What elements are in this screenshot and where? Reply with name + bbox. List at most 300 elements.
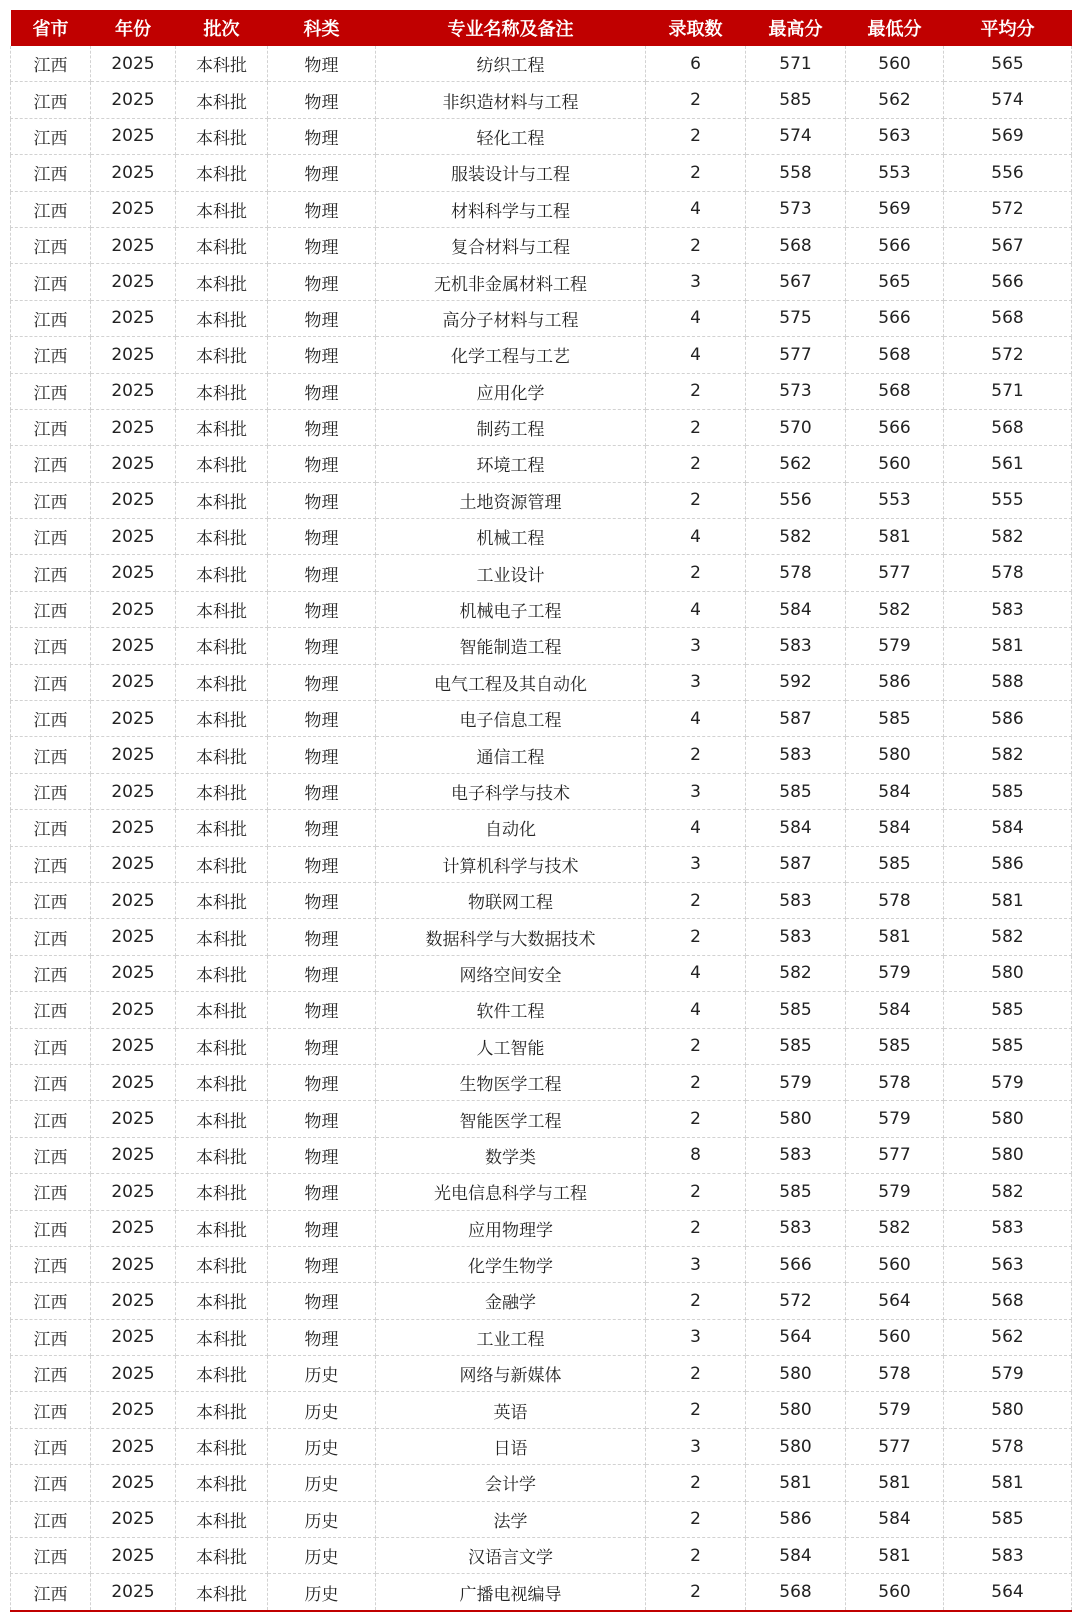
cell-admitted-count: 4 — [646, 810, 746, 846]
cell-batch: 本科批 — [176, 992, 268, 1028]
cell-avg-score: 578 — [944, 555, 1072, 591]
cell-batch: 本科批 — [176, 227, 268, 263]
cell-max-score: 580 — [746, 1101, 846, 1137]
cell-year: 2025 — [91, 227, 176, 263]
cell-subject-category: 物理 — [268, 227, 376, 263]
cell-batch: 本科批 — [176, 1174, 268, 1210]
cell-admitted-count: 2 — [646, 1574, 746, 1611]
cell-major-name: 轻化工程 — [376, 118, 646, 154]
cell-avg-score: 572 — [944, 337, 1072, 373]
cell-min-score: 568 — [846, 373, 944, 409]
cell-min-score: 577 — [846, 1137, 944, 1173]
cell-major-name: 机械电子工程 — [376, 591, 646, 627]
cell-min-score: 584 — [846, 1501, 944, 1537]
cell-subject-category: 物理 — [268, 591, 376, 627]
cell-max-score: 577 — [746, 337, 846, 373]
cell-batch: 本科批 — [176, 82, 268, 118]
cell-subject-category: 历史 — [268, 1356, 376, 1392]
cell-admitted-count: 3 — [646, 1246, 746, 1282]
cell-min-score: 585 — [846, 701, 944, 737]
cell-avg-score: 564 — [944, 1574, 1072, 1611]
cell-province: 江西 — [11, 882, 91, 918]
cell-min-score: 569 — [846, 191, 944, 227]
cell-max-score: 583 — [746, 1137, 846, 1173]
cell-subject-category: 物理 — [268, 191, 376, 227]
cell-year: 2025 — [91, 1319, 176, 1355]
cell-province: 江西 — [11, 1538, 91, 1574]
cell-year: 2025 — [91, 919, 176, 955]
cell-admitted-count: 2 — [646, 1501, 746, 1537]
cell-year: 2025 — [91, 1028, 176, 1064]
cell-year: 2025 — [91, 737, 176, 773]
cell-admitted-count: 2 — [646, 446, 746, 482]
cell-max-score: 556 — [746, 482, 846, 518]
cell-max-score: 568 — [746, 1574, 846, 1611]
cell-batch: 本科批 — [176, 664, 268, 700]
cell-province: 江西 — [11, 446, 91, 482]
cell-avg-score: 582 — [944, 737, 1072, 773]
cell-avg-score: 580 — [944, 1101, 1072, 1137]
cell-admitted-count: 2 — [646, 227, 746, 263]
cell-max-score: 585 — [746, 1174, 846, 1210]
table-row — [11, 591, 1072, 627]
cell-subject-category: 物理 — [268, 155, 376, 191]
cell-province: 江西 — [11, 701, 91, 737]
cell-avg-score: 585 — [944, 992, 1072, 1028]
cell-min-score: 584 — [846, 810, 944, 846]
cell-max-score: 573 — [746, 373, 846, 409]
cell-batch: 本科批 — [176, 155, 268, 191]
cell-avg-score: 574 — [944, 82, 1072, 118]
cell-max-score: 587 — [746, 846, 846, 882]
cell-province: 江西 — [11, 1392, 91, 1428]
table-row — [11, 155, 1072, 191]
cell-admitted-count: 3 — [646, 264, 746, 300]
cell-batch: 本科批 — [176, 628, 268, 664]
cell-subject-category: 物理 — [268, 46, 376, 82]
cell-subject-category: 物理 — [268, 1283, 376, 1319]
table-row — [11, 919, 1072, 955]
cell-subject-category: 物理 — [268, 1319, 376, 1355]
cell-year: 2025 — [91, 846, 176, 882]
cell-batch: 本科批 — [176, 919, 268, 955]
cell-min-score: 581 — [846, 519, 944, 555]
cell-year: 2025 — [91, 1574, 176, 1611]
cell-min-score: 582 — [846, 1210, 944, 1246]
header-max-score: 最高分 — [746, 10, 846, 46]
cell-batch: 本科批 — [176, 1574, 268, 1611]
cell-batch: 本科批 — [176, 1028, 268, 1064]
cell-admitted-count: 3 — [646, 1319, 746, 1355]
cell-province: 江西 — [11, 1574, 91, 1611]
cell-avg-score: 568 — [944, 300, 1072, 336]
cell-batch: 本科批 — [176, 1064, 268, 1100]
cell-province: 江西 — [11, 810, 91, 846]
cell-major-name: 生物医学工程 — [376, 1064, 646, 1100]
cell-major-name: 自动化 — [376, 810, 646, 846]
cell-major-name: 会计学 — [376, 1465, 646, 1501]
table-row — [11, 628, 1072, 664]
table-row — [11, 1428, 1072, 1464]
table-row — [11, 300, 1072, 336]
cell-admitted-count: 2 — [646, 82, 746, 118]
table-row — [11, 1501, 1072, 1537]
cell-major-name: 网络空间安全 — [376, 955, 646, 991]
cell-province: 江西 — [11, 1174, 91, 1210]
cell-year: 2025 — [91, 482, 176, 518]
cell-subject-category: 历史 — [268, 1574, 376, 1611]
table-row — [11, 1283, 1072, 1319]
cell-avg-score: 578 — [944, 1428, 1072, 1464]
cell-year: 2025 — [91, 1538, 176, 1574]
cell-province: 江西 — [11, 155, 91, 191]
cell-major-name: 金融学 — [376, 1283, 646, 1319]
header-avg-score: 平均分 — [944, 10, 1072, 46]
cell-major-name: 网络与新媒体 — [376, 1356, 646, 1392]
cell-admitted-count: 4 — [646, 955, 746, 991]
table-row — [11, 1210, 1072, 1246]
cell-batch: 本科批 — [176, 46, 268, 82]
cell-avg-score: 555 — [944, 482, 1072, 518]
cell-batch: 本科批 — [176, 482, 268, 518]
cell-avg-score: 584 — [944, 810, 1072, 846]
cell-avg-score: 585 — [944, 1028, 1072, 1064]
cell-year: 2025 — [91, 992, 176, 1028]
cell-max-score: 582 — [746, 955, 846, 991]
table-row — [11, 482, 1072, 518]
table-row — [11, 1574, 1072, 1611]
cell-subject-category: 物理 — [268, 1210, 376, 1246]
cell-subject-category: 物理 — [268, 628, 376, 664]
cell-max-score: 583 — [746, 628, 846, 664]
cell-subject-category: 物理 — [268, 810, 376, 846]
cell-year: 2025 — [91, 337, 176, 373]
cell-batch: 本科批 — [176, 264, 268, 300]
header-year: 年份 — [91, 10, 176, 46]
cell-major-name: 日语 — [376, 1428, 646, 1464]
table-row — [11, 1319, 1072, 1355]
cell-max-score: 573 — [746, 191, 846, 227]
cell-year: 2025 — [91, 373, 176, 409]
cell-max-score: 583 — [746, 737, 846, 773]
cell-min-score: 562 — [846, 82, 944, 118]
table-row — [11, 409, 1072, 445]
cell-batch: 本科批 — [176, 118, 268, 154]
cell-avg-score: 566 — [944, 264, 1072, 300]
cell-year: 2025 — [91, 1137, 176, 1173]
cell-min-score: 553 — [846, 155, 944, 191]
cell-admitted-count: 2 — [646, 409, 746, 445]
cell-major-name: 服装设计与工程 — [376, 155, 646, 191]
table-row — [11, 337, 1072, 373]
cell-max-score: 587 — [746, 701, 846, 737]
cell-admitted-count: 2 — [646, 1538, 746, 1574]
cell-year: 2025 — [91, 1174, 176, 1210]
cell-major-name: 汉语言文学 — [376, 1538, 646, 1574]
cell-subject-category: 历史 — [268, 1465, 376, 1501]
cell-admitted-count: 3 — [646, 628, 746, 664]
cell-subject-category: 物理 — [268, 337, 376, 373]
cell-min-score: 564 — [846, 1283, 944, 1319]
table-row — [11, 1064, 1072, 1100]
cell-subject-category: 物理 — [268, 882, 376, 918]
table-row — [11, 1174, 1072, 1210]
cell-admitted-count: 4 — [646, 191, 746, 227]
cell-province: 江西 — [11, 737, 91, 773]
table-row — [11, 1101, 1072, 1137]
table-row — [11, 446, 1072, 482]
cell-max-score: 575 — [746, 300, 846, 336]
cell-year: 2025 — [91, 555, 176, 591]
cell-subject-category: 物理 — [268, 409, 376, 445]
cell-min-score: 577 — [846, 1428, 944, 1464]
cell-admitted-count: 2 — [646, 1064, 746, 1100]
cell-subject-category: 物理 — [268, 82, 376, 118]
cell-batch: 本科批 — [176, 701, 268, 737]
cell-min-score: 566 — [846, 409, 944, 445]
cell-batch: 本科批 — [176, 300, 268, 336]
cell-admitted-count: 6 — [646, 46, 746, 82]
cell-min-score: 568 — [846, 337, 944, 373]
cell-admitted-count: 3 — [646, 773, 746, 809]
cell-admitted-count: 2 — [646, 1210, 746, 1246]
cell-province: 江西 — [11, 591, 91, 627]
cell-avg-score: 588 — [944, 664, 1072, 700]
cell-major-name: 数学类 — [376, 1137, 646, 1173]
cell-major-name: 物联网工程 — [376, 882, 646, 918]
cell-major-name: 工业设计 — [376, 555, 646, 591]
cell-province: 江西 — [11, 337, 91, 373]
table-row — [11, 1392, 1072, 1428]
cell-min-score: 578 — [846, 882, 944, 918]
cell-province: 江西 — [11, 373, 91, 409]
cell-subject-category: 物理 — [268, 846, 376, 882]
cell-avg-score: 579 — [944, 1356, 1072, 1392]
cell-max-score: 567 — [746, 264, 846, 300]
cell-max-score: 580 — [746, 1392, 846, 1428]
cell-major-name: 人工智能 — [376, 1028, 646, 1064]
cell-province: 江西 — [11, 482, 91, 518]
cell-year: 2025 — [91, 409, 176, 445]
cell-major-name: 非织造材料与工程 — [376, 82, 646, 118]
cell-admitted-count: 3 — [646, 1428, 746, 1464]
cell-province: 江西 — [11, 1428, 91, 1464]
table-row — [11, 82, 1072, 118]
cell-admitted-count: 2 — [646, 118, 746, 154]
cell-major-name: 电气工程及其自动化 — [376, 664, 646, 700]
cell-max-score: 583 — [746, 1210, 846, 1246]
cell-max-score: 566 — [746, 1246, 846, 1282]
cell-province: 江西 — [11, 46, 91, 82]
cell-year: 2025 — [91, 1392, 176, 1428]
cell-province: 江西 — [11, 1501, 91, 1537]
cell-admitted-count: 2 — [646, 1101, 746, 1137]
cell-year: 2025 — [91, 519, 176, 555]
cell-avg-score: 581 — [944, 628, 1072, 664]
cell-subject-category: 物理 — [268, 773, 376, 809]
cell-year: 2025 — [91, 300, 176, 336]
cell-min-score: 581 — [846, 1465, 944, 1501]
cell-max-score: 586 — [746, 1501, 846, 1537]
cell-avg-score: 583 — [944, 1538, 1072, 1574]
cell-province: 江西 — [11, 1465, 91, 1501]
cell-major-name: 环境工程 — [376, 446, 646, 482]
cell-year: 2025 — [91, 46, 176, 82]
cell-major-name: 法学 — [376, 1501, 646, 1537]
cell-avg-score: 569 — [944, 118, 1072, 154]
cell-min-score: 578 — [846, 1356, 944, 1392]
cell-admitted-count: 4 — [646, 300, 746, 336]
cell-avg-score: 567 — [944, 227, 1072, 263]
cell-batch: 本科批 — [176, 1465, 268, 1501]
cell-subject-category: 历史 — [268, 1538, 376, 1574]
cell-province: 江西 — [11, 1356, 91, 1392]
cell-major-name: 复合材料与工程 — [376, 227, 646, 263]
cell-subject-category: 物理 — [268, 701, 376, 737]
cell-province: 江西 — [11, 919, 91, 955]
cell-year: 2025 — [91, 1210, 176, 1246]
cell-subject-category: 物理 — [268, 118, 376, 154]
cell-batch: 本科批 — [176, 519, 268, 555]
cell-avg-score: 556 — [944, 155, 1072, 191]
cell-min-score: 579 — [846, 1392, 944, 1428]
table-row — [11, 373, 1072, 409]
cell-major-name: 数据科学与大数据技术 — [376, 919, 646, 955]
cell-min-score: 577 — [846, 555, 944, 591]
cell-avg-score: 583 — [944, 591, 1072, 627]
cell-subject-category: 物理 — [268, 992, 376, 1028]
header-province: 省市 — [11, 10, 91, 46]
cell-min-score: 581 — [846, 1538, 944, 1574]
cell-year: 2025 — [91, 773, 176, 809]
cell-batch: 本科批 — [176, 846, 268, 882]
cell-batch: 本科批 — [176, 1319, 268, 1355]
cell-year: 2025 — [91, 810, 176, 846]
cell-avg-score: 582 — [944, 1174, 1072, 1210]
cell-province: 江西 — [11, 264, 91, 300]
cell-major-name: 电子科学与技术 — [376, 773, 646, 809]
header-batch: 批次 — [176, 10, 268, 46]
cell-batch: 本科批 — [176, 409, 268, 445]
header-major-name: 专业名称及备注 — [376, 10, 646, 46]
table-row — [11, 737, 1072, 773]
cell-major-name: 化学生物学 — [376, 1246, 646, 1282]
header-admitted-count: 录取数 — [646, 10, 746, 46]
cell-min-score: 579 — [846, 628, 944, 664]
cell-major-name: 土地资源管理 — [376, 482, 646, 518]
cell-admitted-count: 4 — [646, 701, 746, 737]
cell-min-score: 581 — [846, 919, 944, 955]
cell-min-score: 584 — [846, 773, 944, 809]
table-row — [11, 227, 1072, 263]
cell-subject-category: 物理 — [268, 1101, 376, 1137]
cell-batch: 本科批 — [176, 337, 268, 373]
cell-admitted-count: 8 — [646, 1137, 746, 1173]
table-row — [11, 992, 1072, 1028]
cell-major-name: 光电信息科学与工程 — [376, 1174, 646, 1210]
cell-province: 江西 — [11, 992, 91, 1028]
table-row — [11, 1465, 1072, 1501]
cell-avg-score: 580 — [944, 1137, 1072, 1173]
cell-subject-category: 物理 — [268, 1174, 376, 1210]
cell-subject-category: 物理 — [268, 1137, 376, 1173]
cell-avg-score: 586 — [944, 846, 1072, 882]
table-row — [11, 555, 1072, 591]
cell-major-name: 计算机科学与技术 — [376, 846, 646, 882]
cell-batch: 本科批 — [176, 1392, 268, 1428]
cell-major-name: 电子信息工程 — [376, 701, 646, 737]
cell-province: 江西 — [11, 773, 91, 809]
cell-max-score: 584 — [746, 810, 846, 846]
table-row — [11, 191, 1072, 227]
cell-batch: 本科批 — [176, 1101, 268, 1137]
cell-admitted-count: 2 — [646, 1356, 746, 1392]
cell-major-name: 广播电视编导 — [376, 1574, 646, 1611]
cell-batch: 本科批 — [176, 773, 268, 809]
table-header — [11, 10, 1072, 46]
cell-max-score: 564 — [746, 1319, 846, 1355]
table-row — [11, 664, 1072, 700]
cell-major-name: 纺织工程 — [376, 46, 646, 82]
cell-year: 2025 — [91, 82, 176, 118]
cell-batch: 本科批 — [176, 882, 268, 918]
cell-avg-score: 571 — [944, 373, 1072, 409]
cell-admitted-count: 2 — [646, 1028, 746, 1064]
cell-max-score: 585 — [746, 773, 846, 809]
cell-admitted-count: 4 — [646, 337, 746, 373]
cell-province: 江西 — [11, 1137, 91, 1173]
cell-admitted-count: 2 — [646, 1465, 746, 1501]
cell-year: 2025 — [91, 1356, 176, 1392]
cell-avg-score: 582 — [944, 919, 1072, 955]
cell-province: 江西 — [11, 1101, 91, 1137]
cell-max-score: 582 — [746, 519, 846, 555]
cell-batch: 本科批 — [176, 1356, 268, 1392]
cell-subject-category: 历史 — [268, 1392, 376, 1428]
cell-min-score: 585 — [846, 1028, 944, 1064]
cell-avg-score: 585 — [944, 1501, 1072, 1537]
cell-subject-category: 物理 — [268, 482, 376, 518]
cell-year: 2025 — [91, 118, 176, 154]
table-row — [11, 1538, 1072, 1574]
cell-min-score: 584 — [846, 992, 944, 1028]
cell-province: 江西 — [11, 1283, 91, 1319]
cell-batch: 本科批 — [176, 1246, 268, 1282]
cell-province: 江西 — [11, 300, 91, 336]
cell-year: 2025 — [91, 1064, 176, 1100]
cell-major-name: 无机非金属材料工程 — [376, 264, 646, 300]
cell-major-name: 英语 — [376, 1392, 646, 1428]
cell-max-score: 570 — [746, 409, 846, 445]
cell-admitted-count: 2 — [646, 1283, 746, 1319]
cell-province: 江西 — [11, 1319, 91, 1355]
cell-batch: 本科批 — [176, 810, 268, 846]
cell-year: 2025 — [91, 591, 176, 627]
cell-major-name: 应用化学 — [376, 373, 646, 409]
cell-batch: 本科批 — [176, 1501, 268, 1537]
cell-avg-score: 581 — [944, 882, 1072, 918]
cell-avg-score: 562 — [944, 1319, 1072, 1355]
cell-subject-category: 物理 — [268, 919, 376, 955]
cell-max-score: 578 — [746, 555, 846, 591]
cell-min-score: 566 — [846, 300, 944, 336]
cell-subject-category: 物理 — [268, 1028, 376, 1064]
cell-year: 2025 — [91, 1465, 176, 1501]
cell-avg-score: 586 — [944, 701, 1072, 737]
cell-year: 2025 — [91, 191, 176, 227]
cell-admitted-count: 2 — [646, 1392, 746, 1428]
cell-year: 2025 — [91, 264, 176, 300]
